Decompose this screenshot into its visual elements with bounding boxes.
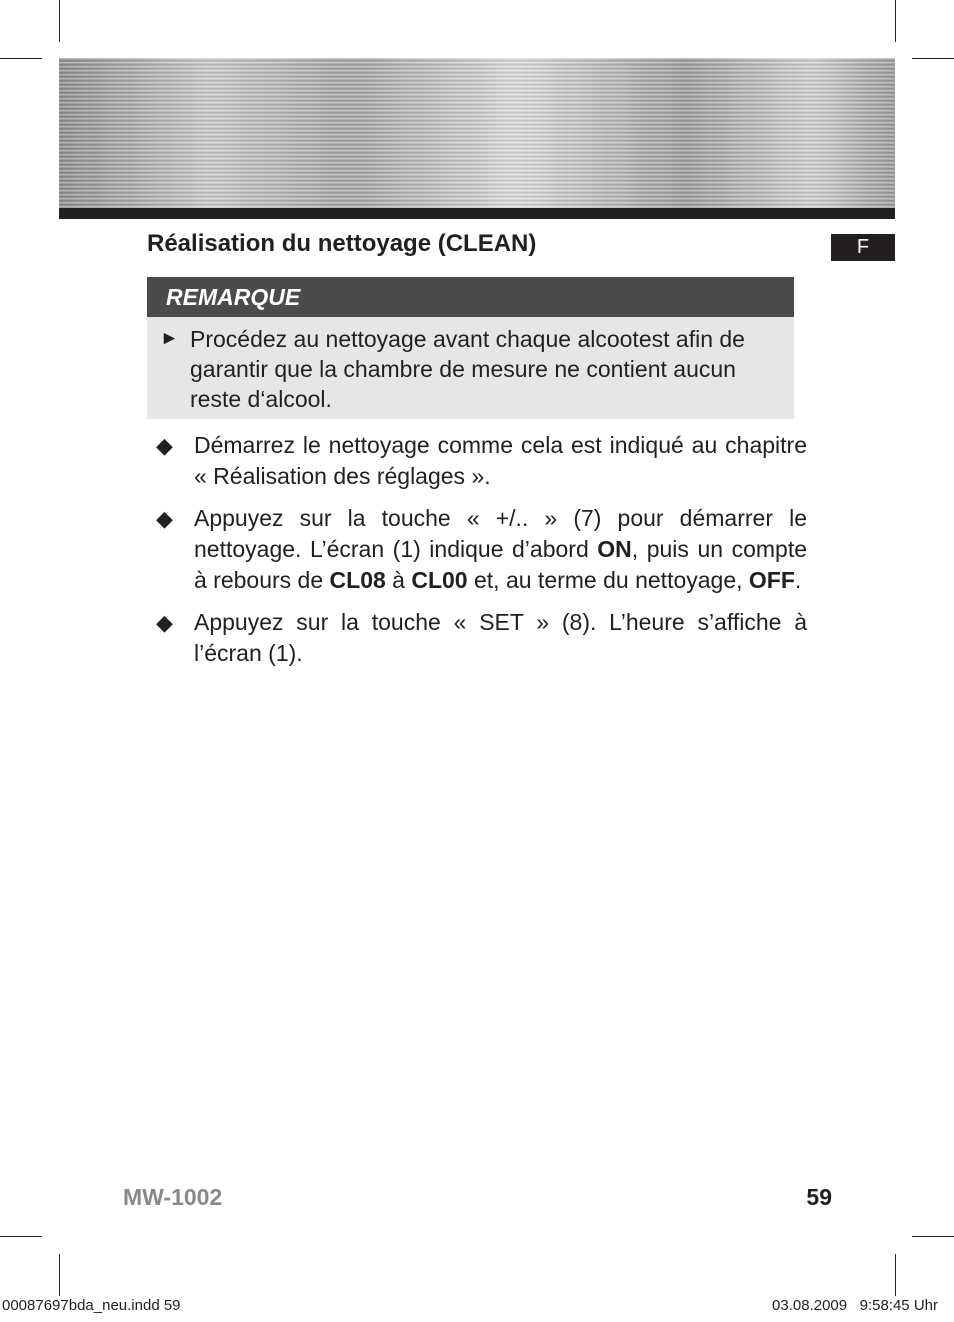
list-item	[156, 430, 807, 492]
display-code-cl00: CL00	[411, 567, 468, 593]
note-heading: REMARQUE	[147, 277, 794, 317]
crop-mark	[59, 1254, 60, 1296]
crop-mark	[0, 1236, 42, 1237]
note-body	[147, 317, 794, 414]
step-text: , puis un compte à rebours de	[194, 536, 807, 593]
print-slug-date: 03.08.2009 9:58:45 Uhr	[772, 1297, 938, 1314]
page-number: 59	[806, 1184, 832, 1210]
print-slug-file: 00087697bda_neu.indd 59	[2, 1297, 181, 1314]
diamond-bullet-icon: ◆	[156, 610, 173, 635]
display-code-on: ON	[597, 536, 632, 562]
display-code-off: OFF	[748, 567, 795, 593]
footer-model-name: MW-1002	[123, 1184, 223, 1210]
crop-mark	[912, 58, 954, 59]
diamond-bullet-icon: ◆	[156, 433, 173, 458]
brushed-metal-banner	[59, 58, 895, 208]
instruction-list	[156, 430, 807, 680]
step-text: .	[794, 567, 802, 593]
step-text: à	[385, 567, 412, 593]
crop-mark	[895, 0, 896, 42]
step-text: Appuyez sur la touche « SET » (8). L’heure s’affiche à l’écran (1).	[194, 609, 807, 666]
section-title: Réalisation du nettoyage (CLEAN)	[147, 230, 537, 257]
note-box	[147, 277, 794, 419]
banner-bottom-bar	[59, 208, 895, 219]
step-text: Appuyez sur la touche « +/.. » (7) pour démarrer le nettoyage. L’écran (1) indique d’abord	[194, 505, 807, 562]
display-code-cl08: CL08	[329, 567, 386, 593]
list-item	[156, 503, 807, 596]
language-tab: F	[831, 234, 895, 261]
step-text: et, au terme du nettoyage,	[467, 567, 749, 593]
crop-mark	[895, 1254, 896, 1296]
crop-mark	[59, 0, 60, 42]
list-item	[156, 607, 807, 669]
arrow-icon: ►	[160, 328, 179, 349]
step-text: Démarrez le nettoyage comme cela est indiqué au chapitre « Réalisation des réglages ».	[194, 432, 807, 489]
crop-mark	[0, 58, 42, 59]
diamond-bullet-icon: ◆	[156, 506, 173, 531]
crop-mark	[912, 1236, 954, 1237]
note-text: Procédez au nettoyage avant chaque alcootest afin de garantir que la chambre de mesure ne contient aucun reste d‘alcool.	[190, 326, 745, 412]
